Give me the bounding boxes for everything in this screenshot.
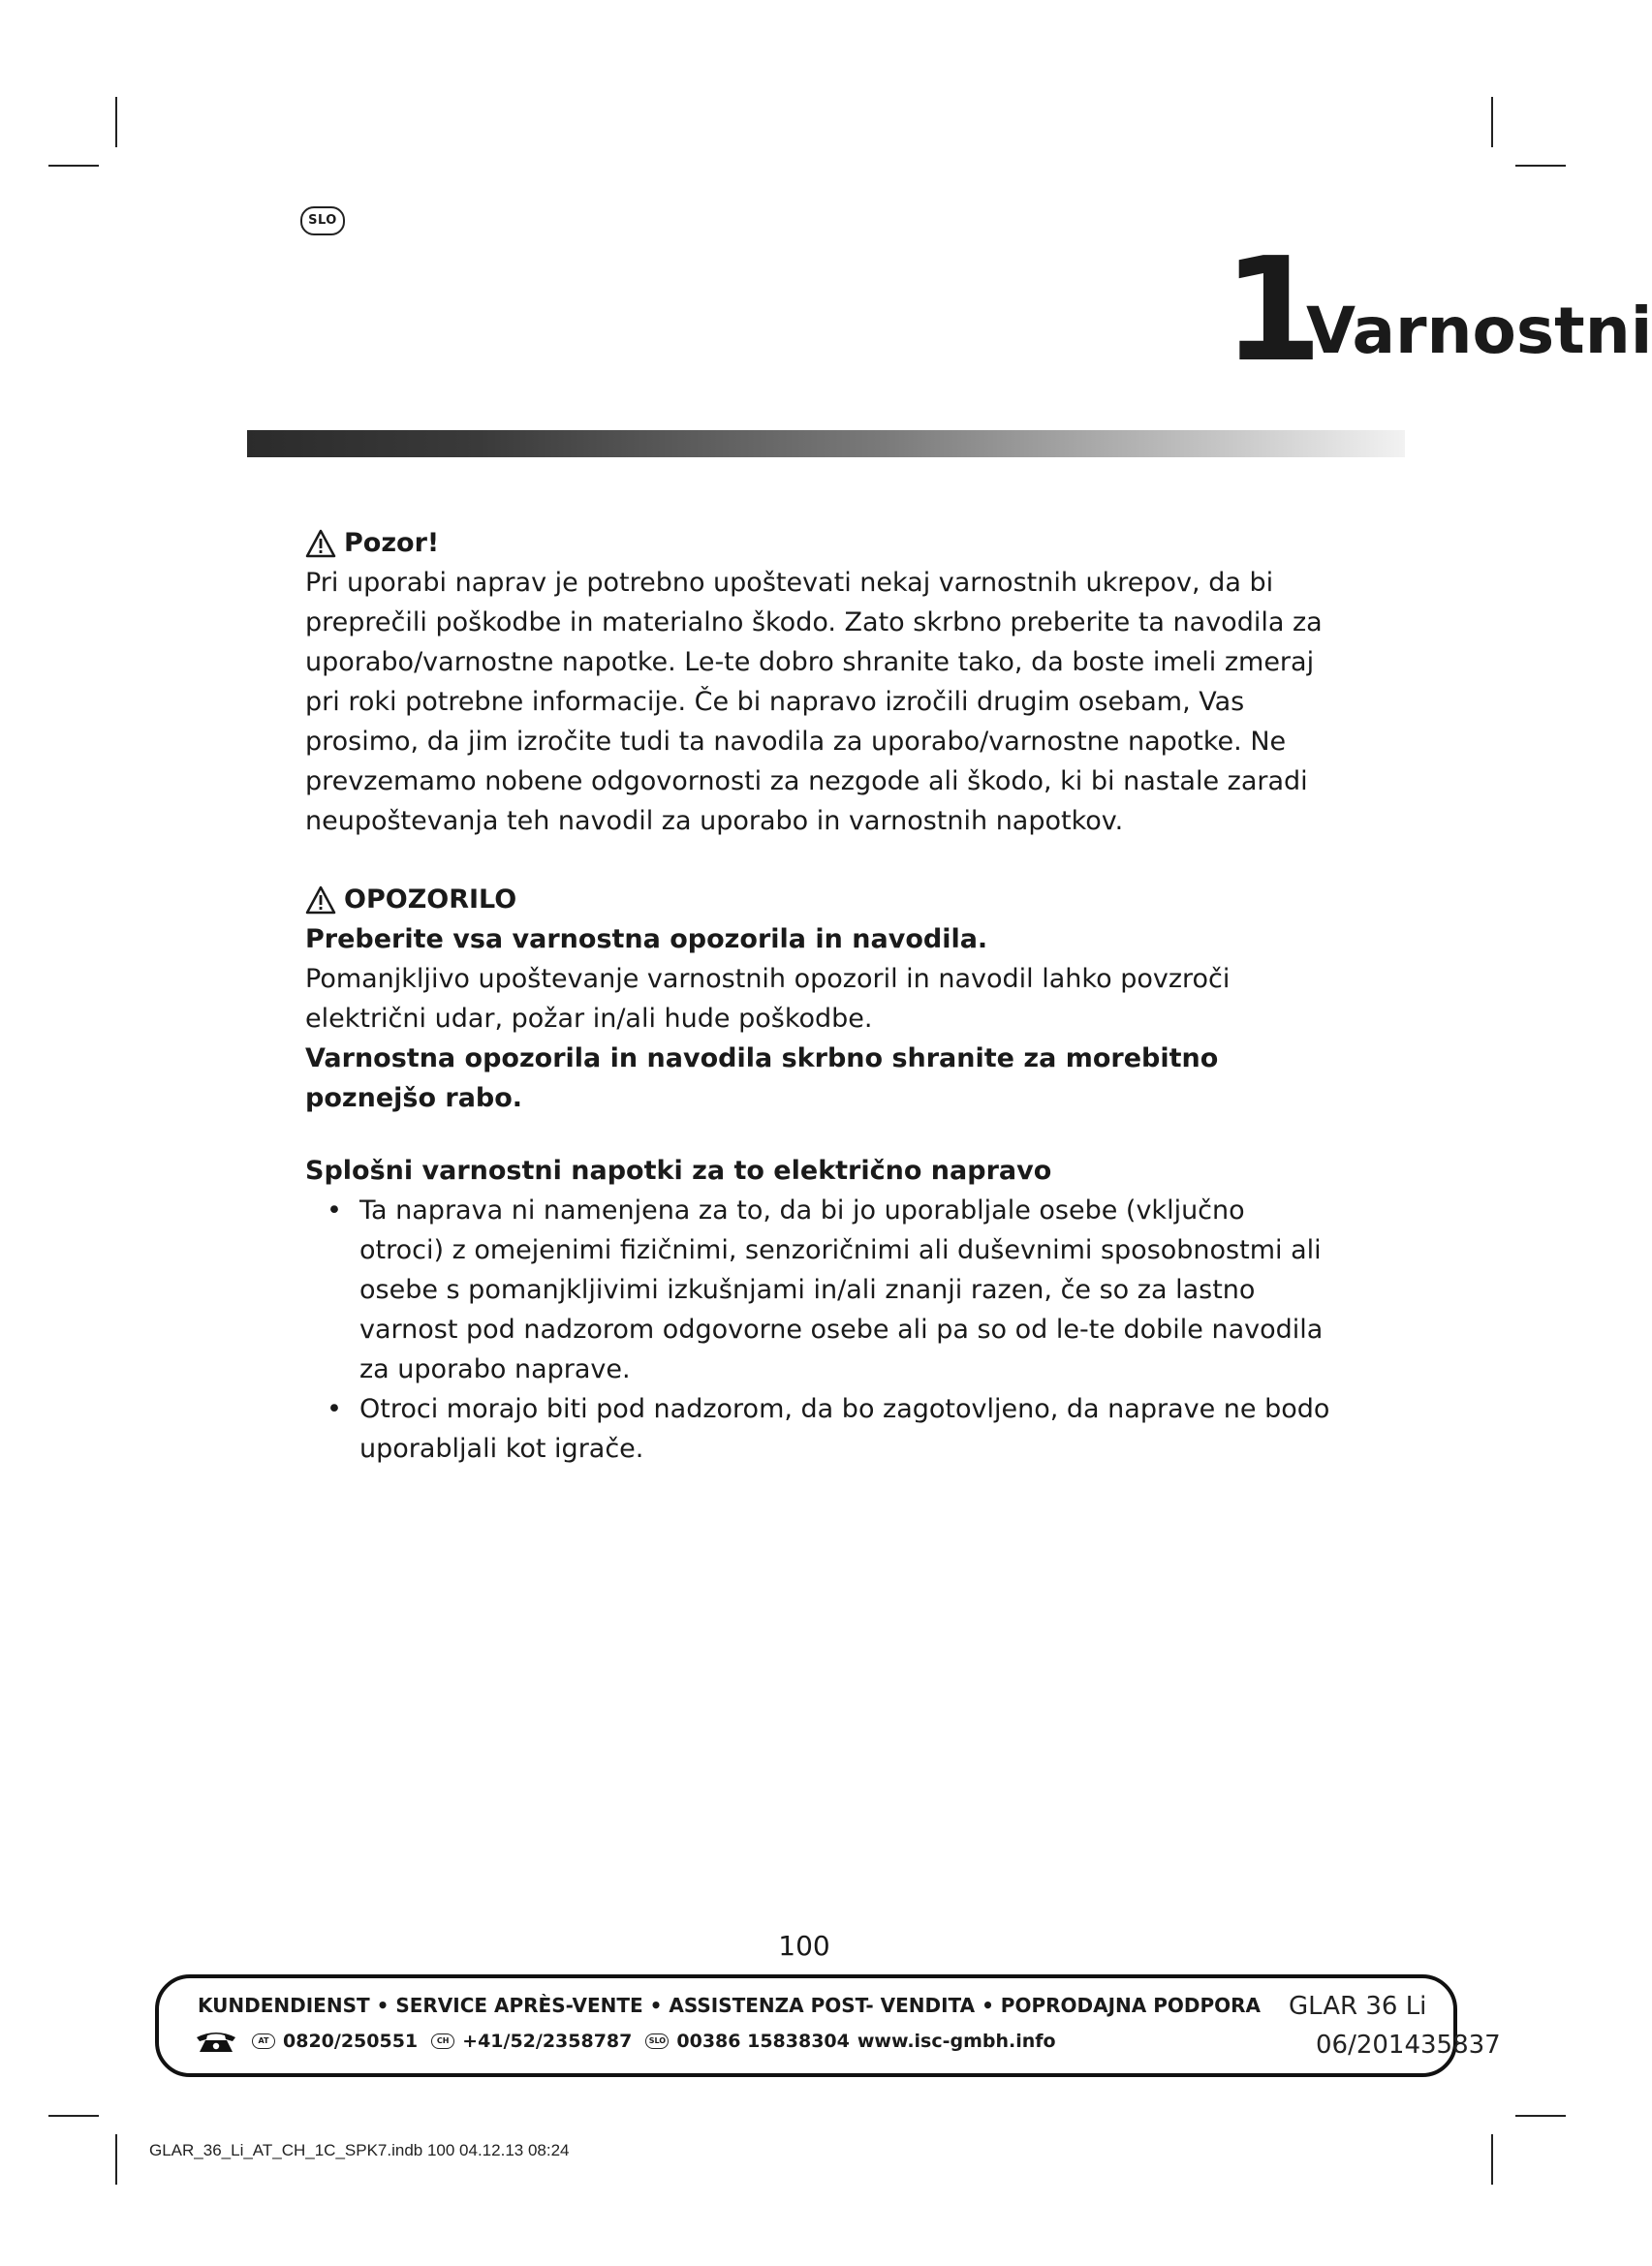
ch-phone: +41/52/2358787 xyxy=(462,2031,633,2052)
warning-triangle-icon xyxy=(305,529,336,558)
page-number: 100 xyxy=(778,1930,830,1962)
website-link[interactable]: www.isc-gmbh.info xyxy=(857,2031,1056,2052)
crop-mark xyxy=(1515,2115,1566,2117)
crop-mark xyxy=(1515,165,1566,167)
file-info: GLAR_36_Li_AT_CH_1C_SPK7.indb 100 04.12.13 08:24 xyxy=(149,2141,570,2159)
at-phone: 0820/250551 xyxy=(283,2031,419,2052)
country-badge-ch: CH xyxy=(431,2033,454,2049)
caution-text: Pri uporabi naprav je potrebno upoštevati nekaj varnostnih ukrepov, da bi preprečili poškodbe in materialno škodo. Zato skrbno preberite ta navodila za uporabo/varnostne napotke. Le-te dobro shranite tako, da boste imeli zmeraj pri roki potrebne informacije. Če bi napravo izročili drugim osebam, Vas prosimo, da jim izročite tudi ta navodila za uporabo/varnostne napotke. Ne prevzemamo nobene odgovornosti za nezgode ali škodo, ki bi nastale zaradi neupoštevanja teh navodil za uporabo in varnostnih napotkov. xyxy=(305,568,1323,836)
list-item: • Otroci morajo biti pod nadzorom, da bo zagotovljeno, da naprave ne bodo uporabljali kot igrače. xyxy=(305,1389,1332,1469)
header-gradient-bar xyxy=(247,430,1405,457)
slo-phone: 00386 15838304 xyxy=(676,2031,850,2052)
country-badge-at: AT xyxy=(252,2033,275,2049)
country-badge-slo: SLO xyxy=(645,2033,669,2049)
warning-title: OPOZORILO xyxy=(344,885,517,915)
warning-line-2: Pomanjkljivo upoštevanje varnostnih opozoril in navodil lahko povzroči električni udar, požar in/ali hude poškodbe. xyxy=(305,964,1231,1034)
telephone-icon xyxy=(194,2029,238,2054)
crop-mark xyxy=(115,97,117,147)
crop-mark xyxy=(1491,97,1493,147)
general-safety-list xyxy=(305,1191,1332,1469)
crop-mark xyxy=(48,165,99,167)
caution-title: Pozor! xyxy=(344,528,440,558)
crop-mark xyxy=(115,2134,117,2185)
warning-heading xyxy=(305,880,1332,919)
safety-content xyxy=(305,523,1332,1469)
model-code-suffix: 35837 xyxy=(1420,2031,1501,2060)
warning-line-3: Varnostna opozorila in navodila skrbno shranite za morebitno poznejšo rabo. xyxy=(305,1043,1219,1113)
model-code xyxy=(1316,2031,1501,2060)
warning-triangle-icon xyxy=(305,885,336,915)
service-box xyxy=(155,1974,1457,2077)
model-code-date: 06/2014 xyxy=(1316,2031,1421,2060)
caution-heading xyxy=(305,523,1332,563)
language-badge: SLO xyxy=(300,206,345,235)
warning-line-1: Preberite vsa varnostna opozorila in navodila. xyxy=(305,924,988,954)
crop-mark xyxy=(48,2115,99,2117)
chapter-heading xyxy=(1223,227,1652,393)
general-safety-title: Splošni varnostni napotki za to električno napravo xyxy=(305,1156,1052,1186)
service-line: KUNDENDIENST • SERVICE APRÈS-VENTE • ASSISTENZA POST- VENDITA • POPRODAJNA PODPORA xyxy=(198,1994,1262,2017)
chapter-number: 1 xyxy=(1223,227,1323,393)
contact-line xyxy=(194,2029,1056,2054)
chapter-title: Varnostni xyxy=(1306,294,1652,368)
crop-mark xyxy=(1491,2134,1493,2185)
list-item: • Ta naprava ni namenjena za to, da bi jo uporabljale osebe (vključno otroci) z omejenimi fizičnimi, senzoričnimi ali duševnimi sposobnostmi ali osebe s pomanjkljivimi izkušnjami in/ali znanji razen, če so za lastno varnost pod nadzorom odgovorne osebe ali pa so od le-te dobile navodila za uporabo naprave. xyxy=(305,1191,1332,1389)
model-name: GLAR 36 Li xyxy=(1289,1992,1427,2021)
